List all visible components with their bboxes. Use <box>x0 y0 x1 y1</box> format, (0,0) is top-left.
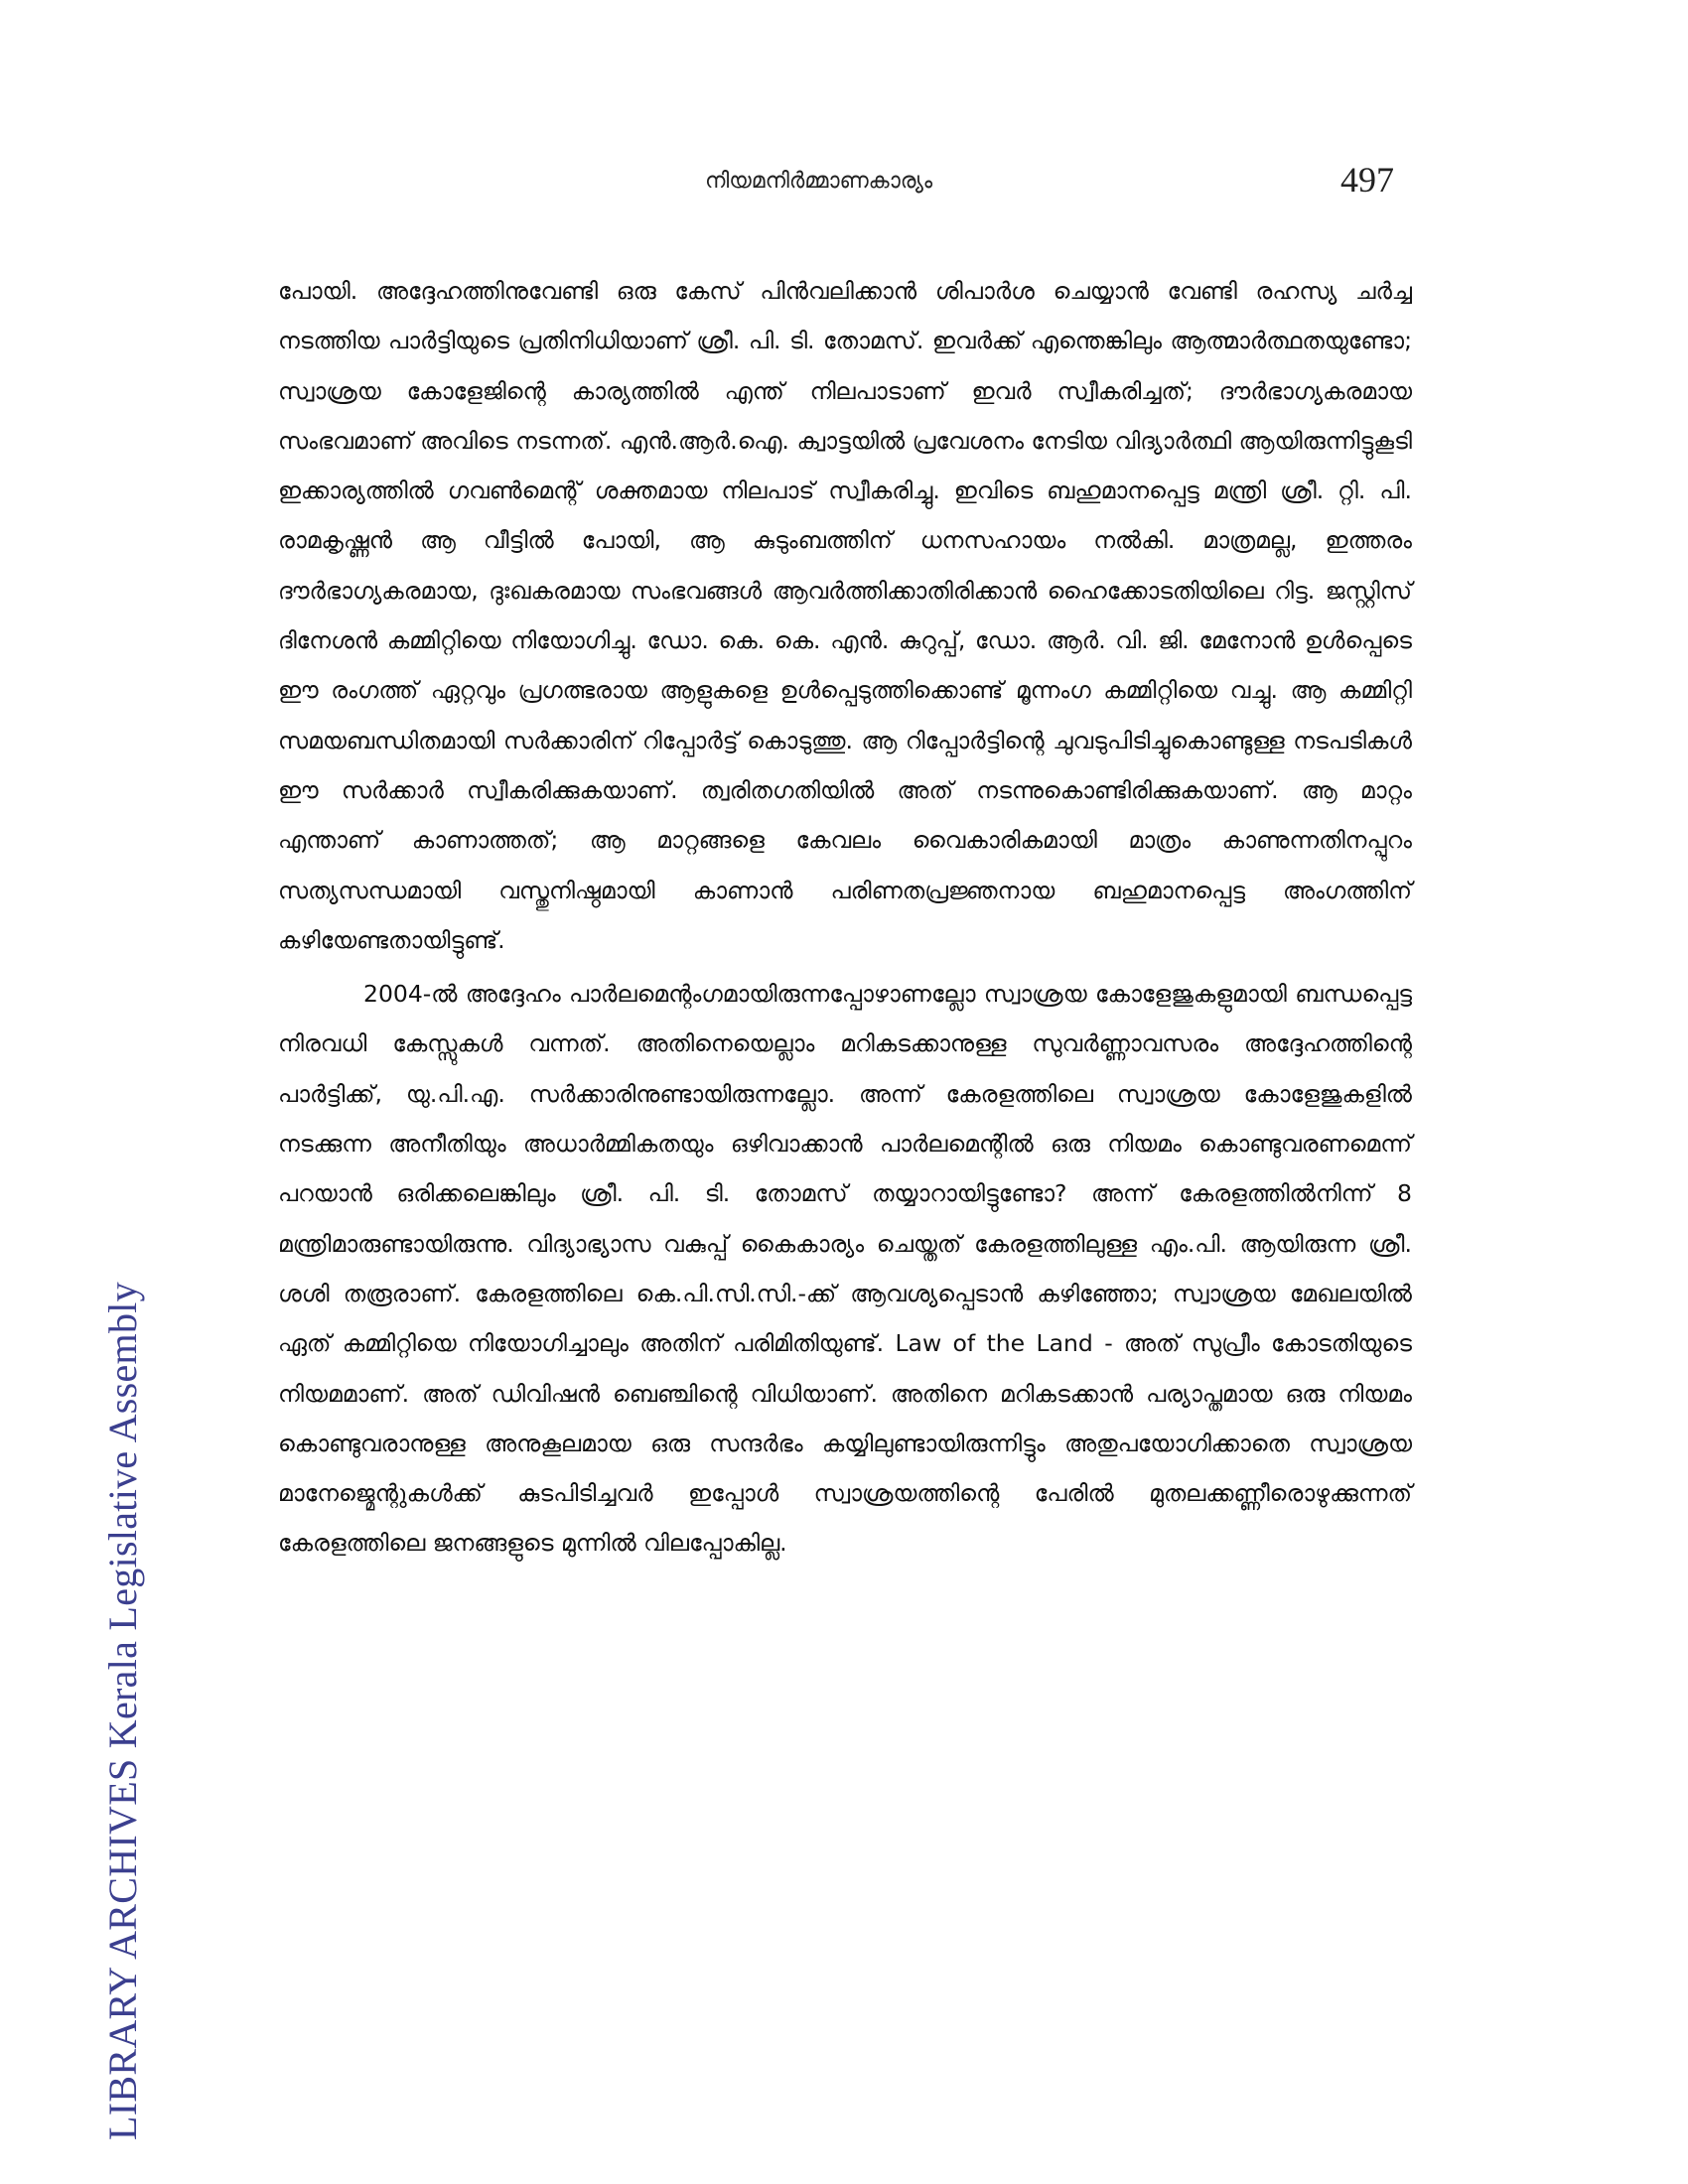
paragraph-1: പോയി. അദ്ദേഹത്തിനുവേണ്ടി ഒരു കേസ് പിൻവലിക്കാൻ ശിപാർശ ചെയ്യാൻ വേണ്ടി രഹസ്യ ചർച്ച നടത്തിയ പാർട്ടിയുടെ പ്രതിനിധിയാണ് ശ്രീ. പി. ടി. തോമസ്. ഇവർക്ക് എന്തെങ്കിലും ആത്മാർത്ഥതയുണ്ടോ; സ്വാശ്രയ കോളേജിന്റെ കാര്യത്തിൽ എന്ത് നിലപാടാണ് ഇവർ സ്വീകരിച്ചത്; ദൗർഭാഗ്യകരമായ സംഭവമാണ് അവിടെ നടന്നത്. എൻ.ആർ.ഐ. ക്വാട്ടയിൽ പ്രവേശനം നേടിയ വിദ്യാർത്ഥി ആയിരുന്നിട്ടുകൂടി ഇക്കാര്യത്തിൽ ഗവൺമെന്റ് ശക്തമായ നിലപാട് സ്വീകരിച്ചു. ഇവിടെ ബഹുമാനപ്പെട്ട മന്ത്രി ശ്രീ. റ്റി. പി. രാമകൃഷ്ണൻ ആ വീട്ടിൽ പോയി, ആ കുടുംബത്തിന് ധനസഹായം നൽകി. മാത്രമല്ല, ഇത്തരം ദൗർഭാഗ്യകരമായ, ദുഃഖകരമായ സംഭവങ്ങൾ ആവർത്തിക്കാതിരിക്കാൻ ഹൈക്കോടതിയിലെ റിട്ട. ജസ്റ്റിസ് ദിനേശൻ കമ്മിറ്റിയെ നിയോഗിച്ചു. ഡോ. കെ. കെ. എൻ. കുറുപ്പ്, ഡോ. ആർ. വി. ജി. മേനോൻ ഉൾപ്പെടെ ഈ രംഗത്ത് ഏറ്റവും പ്രഗത്ഭരായ ആളുകളെ ഉൾപ്പെടുത്തിക്കൊണ്ട് മൂന്നംഗ കമ്മിറ്റിയെ വച്ചു. ആ കമ്മിറ്റി സമയബന്ധിതമായി സർക്കാരിന് റിപ്പോർട്ട് കൊടുത്തു. ആ റിപ്പോർട്ടിന്റെ ചുവടുപിടിച്ചുകൊണ്ടുള്ള നടപടികൾ ഈ സർക്കാർ സ്വീകരിക്കുകയാണ്. ത്വരിതഗതിയിൽ അത് നടന്നുകൊണ്ടിരിക്കുകയാണ്. ആ മാറ്റം എന്താണ് കാണാത്തത്; ആ മാറ്റങ്ങളെ കേവലം വൈകാരികമായി മാത്രം കാണുന്നതിനപ്പുറം സത്യസന്ധമായി വസ്തുനിഷ്ഠമായി കാണാൻ പരിണതപ്രജ്ഞനായ ബഹുമാനപ്പെട്ട അംഗത്തിന് കഴിയേണ്ടതായിട്ടുണ്ട്. <box>278 277 1412 954</box>
header-title: നിയമനിർമ്മാണകാര്യം <box>705 169 933 194</box>
body-text <box>278 266 1412 1569</box>
running-header <box>0 159 1688 218</box>
archive-watermark: LIBRARY ARCHIVES Kerala Legislative Assembly <box>100 1282 145 2140</box>
page-number: 497 <box>1340 160 1394 200</box>
paragraph-2: 2004-ൽ അദ്ദേഹം പാർലമെന്റംഗമായിരുന്നപ്പോഴാണല്ലോ സ്വാശ്രയ കോളേജുകളുമായി ബന്ധപ്പെട്ട നിരവധി കേസ്സുകൾ വന്നത്. അതിനെയെല്ലാം മറികടക്കാനുള്ള സുവർണ്ണാവസരം അദ്ദേഹത്തിന്റെ പാർട്ടിക്ക്, യു.പി.എ. സർക്കാരിനുണ്ടായിരുന്നല്ലോ. അന്ന് കേരളത്തിലെ സ്വാശ്രയ കോളേജുകളിൽ നടക്കുന്ന അനീതിയും അധാർമ്മികതയും ഒഴിവാക്കാൻ പാർലമെന്റിൽ ഒരു നിയമം കൊണ്ടുവരണമെന്ന് പറയാൻ ഒരിക്കലെങ്കിലും ശ്രീ. പി. ടി. തോമസ് തയ്യാറായിട്ടുണ്ടോ? അന്ന് കേരളത്തിൽനിന്ന് 8 മന്ത്രിമാരുണ്ടായിരുന്നു. വിദ്യാഭ്യാസ വകുപ്പ് കൈകാര്യം ചെയ്തത് കേരളത്തിലുള്ള എം.പി. ആയിരുന്ന ശ്രീ. ശശി തരൂരാണ്. കേരളത്തിലെ കെ.പി.സി.സി.-ക്ക് ആവശ്യപ്പെടാൻ കഴിഞ്ഞോ; സ്വാശ്രയ മേഖലയിൽ ഏത് കമ്മിറ്റിയെ നിയോഗിച്ചാലും അതിന് പരിമിതിയുണ്ട്. Law of the Land - അത് സുപ്രീം കോടതിയുടെ നിയമമാണ്. അത് ഡിവിഷൻ ബെഞ്ചിന്റെ വിധിയാണ്. അതിനെ മറികടക്കാൻ പര്യാപ്തമായ ഒരു നിയമം കൊണ്ടുവരാനുള്ള അനുകൂലമായ ഒരു സന്ദർഭം കയ്യിലുണ്ടായിരുന്നിട്ടും അതുപയോഗിക്കാതെ സ്വാശ്രയ മാനേജ്മെന്റുകൾക്ക് കുടപിടിച്ചവർ ഇപ്പോൾ സ്വാശ്രയത്തിന്റെ പേരിൽ മുതലക്കണ്ണീരൊഴുക്കുന്നത് കേരളത്തിലെ ജനങ്ങളുടെ മുന്നിൽ വിലപ്പോകില്ല. <box>278 980 1412 1558</box>
